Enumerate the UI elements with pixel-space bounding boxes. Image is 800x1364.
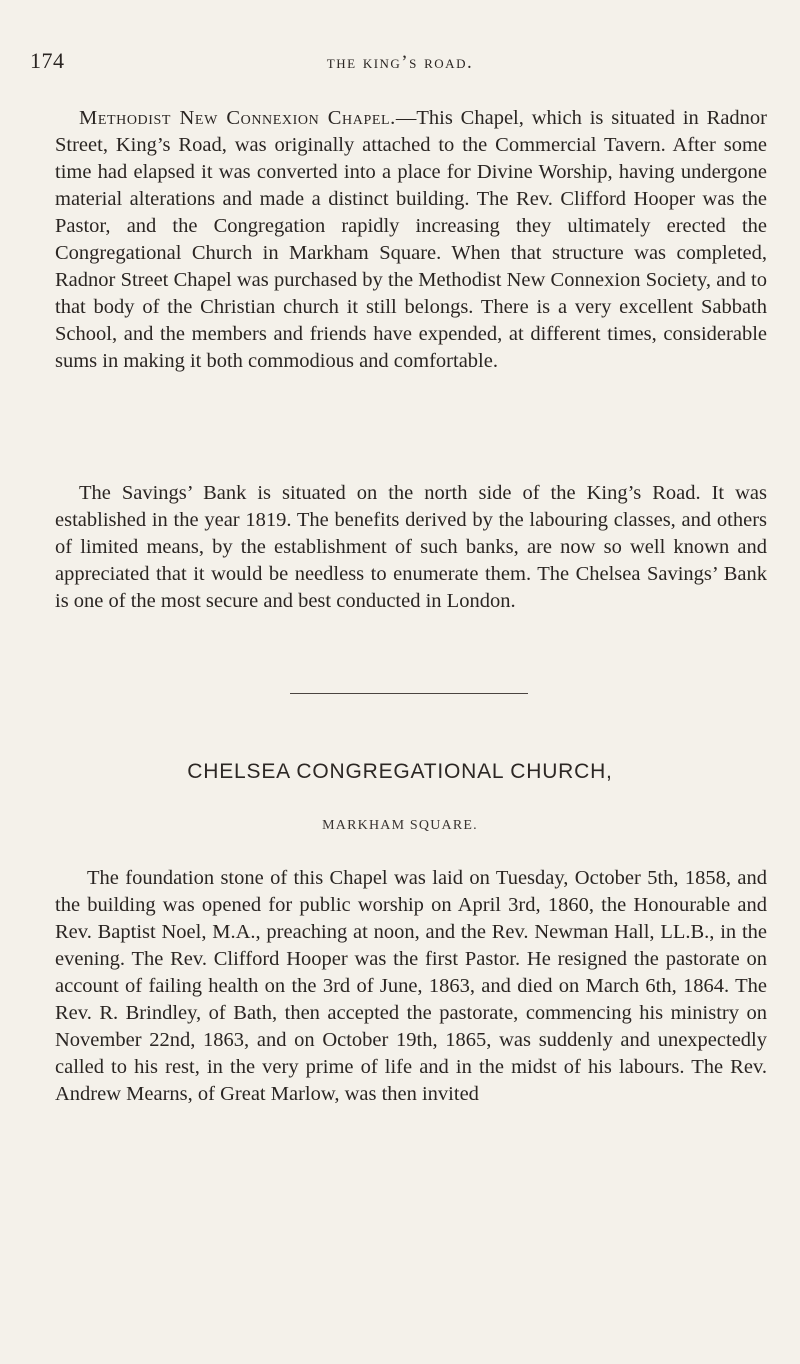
section-heading: CHELSEA CONGREGATIONAL CHURCH, [187,760,613,783]
running-head: the king’s road. [326,52,474,73]
methodist-chapel-title: Methodist New Connexion Chapel. [79,107,396,129]
methodist-chapel-text: —This Chapel, which is situated in Radnor Street, King’s Road, was originally attached to the Commercial Tavern. After some time had elapsed it was converted into a place for Divine Worship, having undergone material alterations and made a distinct building. The Rev. Clifford Hooper was the Pastor, and the Congregation rapidly increasing they ultimately erected the Congregational Church in Markham Square. When that structure was completed, Radnor Street Chapel was purchased by the Methodist New Connexion Society, and to that body of the Christian church it still belongs. There is a very excellent Sabbath School, and the members and friends have expended, at different times, considerable sums in making it both commodious and comfortable. [55,107,767,372]
congregational-church-paragraph: The foundation stone of this Chapel was laid on Tuesday, October 5th, 1858, and the building was opened for public worship on April 3rd, 1860, the Honourable and Rev. Baptist Noel, M.A., preaching at noon, and the Rev. Newman Hall, LL.B., in the evening. The Rev. Clifford Hooper was the first Pastor. He resigned the pastorate on account of failing health on the 3rd of June, 1863, and died on March 6th, 1864. The Rev. R. Brindley, of Bath, then accepted the pastorate, commencing his ministry on November 22nd, 1863, and on October 19th, 1865, was suddenly and unexpectedly called to his rest, in the very prime of life and in the midst of his labours. The Rev. Andrew Mearns, of Great Marlow, was then invited [55,867,767,1105]
page-number: 174 [30,48,65,73]
section-subheading: MARKHAM SQUARE. [322,818,478,833]
section-divider [290,693,528,694]
savings-bank-paragraph: The Savings’ Bank is situated on the north side of the King’s Road. It was established in the year 1819. The benefits derived by the labouring classes, and others of limited means, by the establishment of such banks, are now so well known and appreciated that it would be needless to enumerate them. The Chelsea Savings’ Bank is one of the most secure and best conducted in London. [55,482,767,612]
methodist-chapel-paragraph [55,105,767,375]
